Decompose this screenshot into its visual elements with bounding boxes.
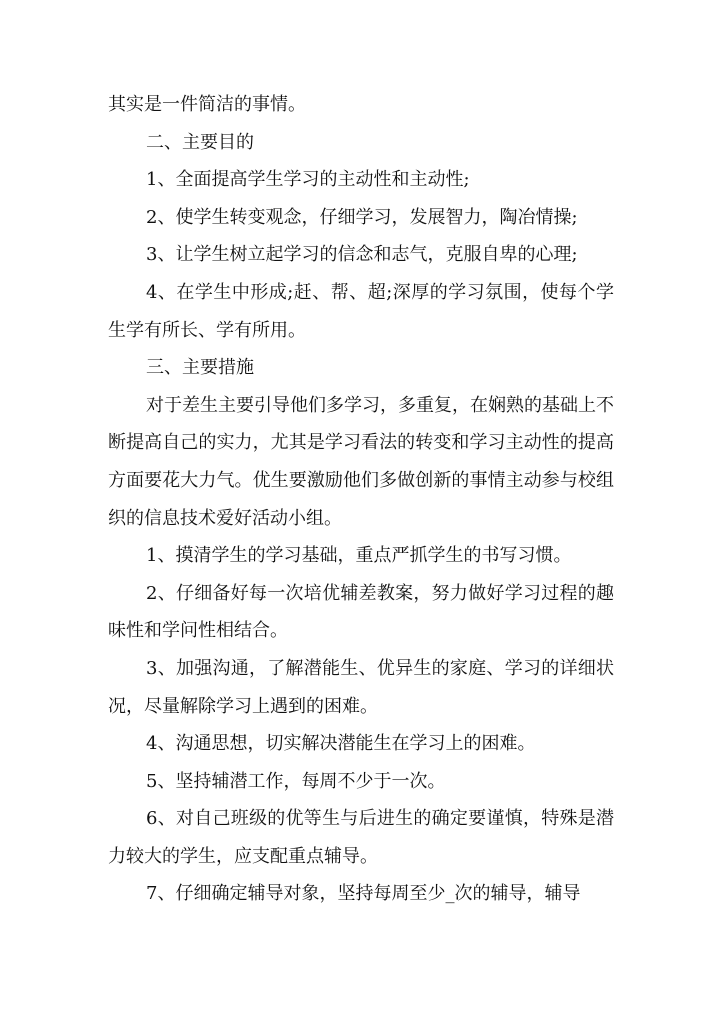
- goal-item-1: 1、全面提高学生学习的主动性和主动性;: [146, 169, 470, 191]
- goal-item-3: 3、让学生树立起学习的信念和志气，克服自卑的心理;: [146, 244, 578, 266]
- document-body: [108, 86, 614, 913]
- measure-item-3: 3、加强沟通，了解潜能生、优异生的家庭、学习的详细状况，尽量解除学习上遇到的困难。: [108, 657, 614, 717]
- goal-item-4: 4、在学生中形成;赶、帮、超;深厚的学习氛围，使每个学生学有所长、学有所用。: [108, 281, 614, 341]
- measure-item-2: 2、仔细备好每一次培优辅差教案，努力做好学习过程的趣味性和学问性相结合。: [108, 582, 614, 642]
- measure-item-6: 6、对自己班级的优等生与后进生的确定要谨慎，特殊是潜力较大的学生，应支配重点辅导。: [108, 808, 614, 867]
- measure-item-4: 4、沟通思想，切实解决潜能生在学习上的困难。: [146, 733, 536, 755]
- measures-intro-paragraph: 对于差生主要引导他们多学习，多重复，在娴熟的基础上不断提高自己的实力，尤其是学习看法的转变和学习主动性的提高方面要花大力气。优生要激励他们多做创新的事情主动参与校组织的信息技术爱好活动小组。: [108, 394, 614, 529]
- goal-item-2: 2、使学生转变观念，仔细学习，发展智力，陶冶情操;: [146, 206, 578, 228]
- measure-item-7: 7、仔细确定辅导对象，坚持每周至少_次的辅导，辅导: [146, 883, 581, 905]
- measure-item-1: 1、摸清学生的学习基础，重点严抓学生的书写习惯。: [146, 545, 572, 567]
- section-heading-main-measures: 三、主要措施: [146, 357, 254, 379]
- section-heading-main-goals: 二、主要目的: [146, 131, 254, 153]
- measure-item-5: 5、坚持辅潜工作，每周不少于一次。: [146, 770, 446, 792]
- paragraph-intro-end: 其实是一件简洁的事情。: [108, 94, 306, 115]
